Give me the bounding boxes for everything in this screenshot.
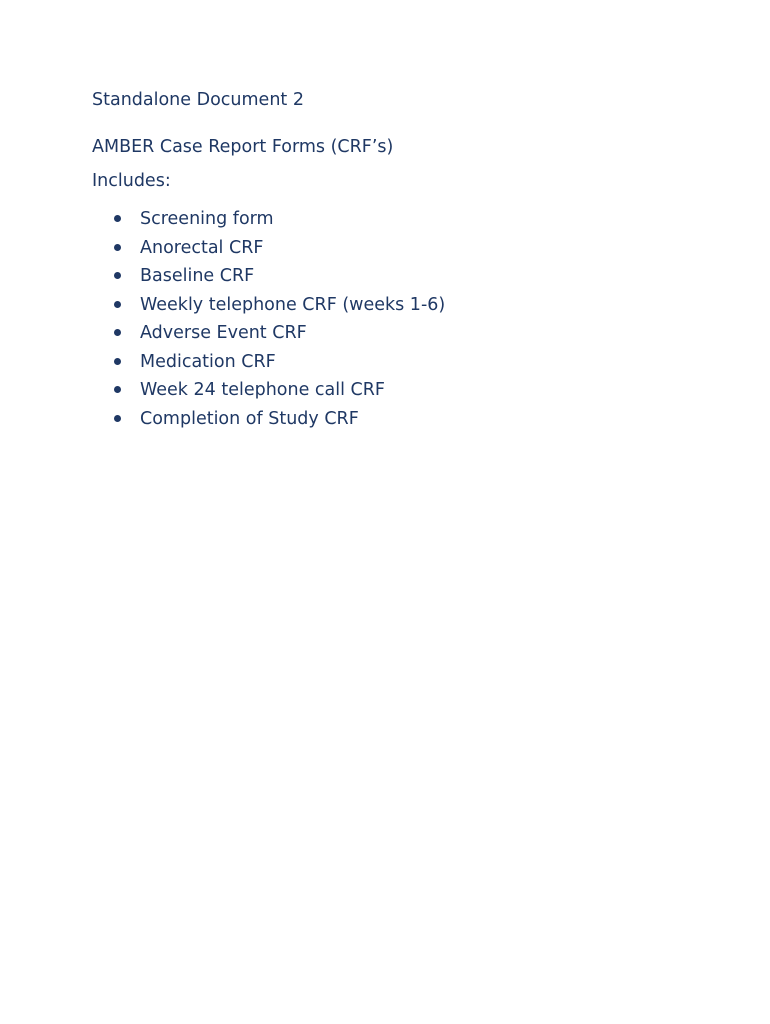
bullet-icon	[114, 244, 121, 251]
list-item-text: Screening form	[140, 209, 274, 229]
bullet-icon	[114, 272, 121, 279]
list-item-text: Anorectal CRF	[140, 237, 264, 258]
bullet-icon	[114, 358, 121, 365]
list-item-text: Completion of Study CRF	[140, 408, 359, 429]
document-subtitle: AMBER Case Report Forms (CRF’s)	[92, 137, 394, 157]
list-item-text: Medication CRF	[140, 351, 276, 372]
bullet-icon	[114, 301, 121, 308]
list-item-text: Adverse Event CRF	[140, 323, 307, 343]
list-item-text: Baseline CRF	[140, 266, 255, 286]
list-item-text: Weekly telephone CRF (weeks 1-6)	[140, 294, 446, 315]
list-item-text: Week 24 telephone call CRF	[140, 380, 385, 400]
bullet-icon	[114, 415, 121, 422]
bullet-icon	[114, 215, 121, 222]
includes-label: Includes:	[92, 171, 171, 191]
bullet-icon	[114, 329, 121, 336]
document-title: Standalone Document 2	[92, 90, 304, 110]
bullet-icon	[114, 386, 121, 393]
